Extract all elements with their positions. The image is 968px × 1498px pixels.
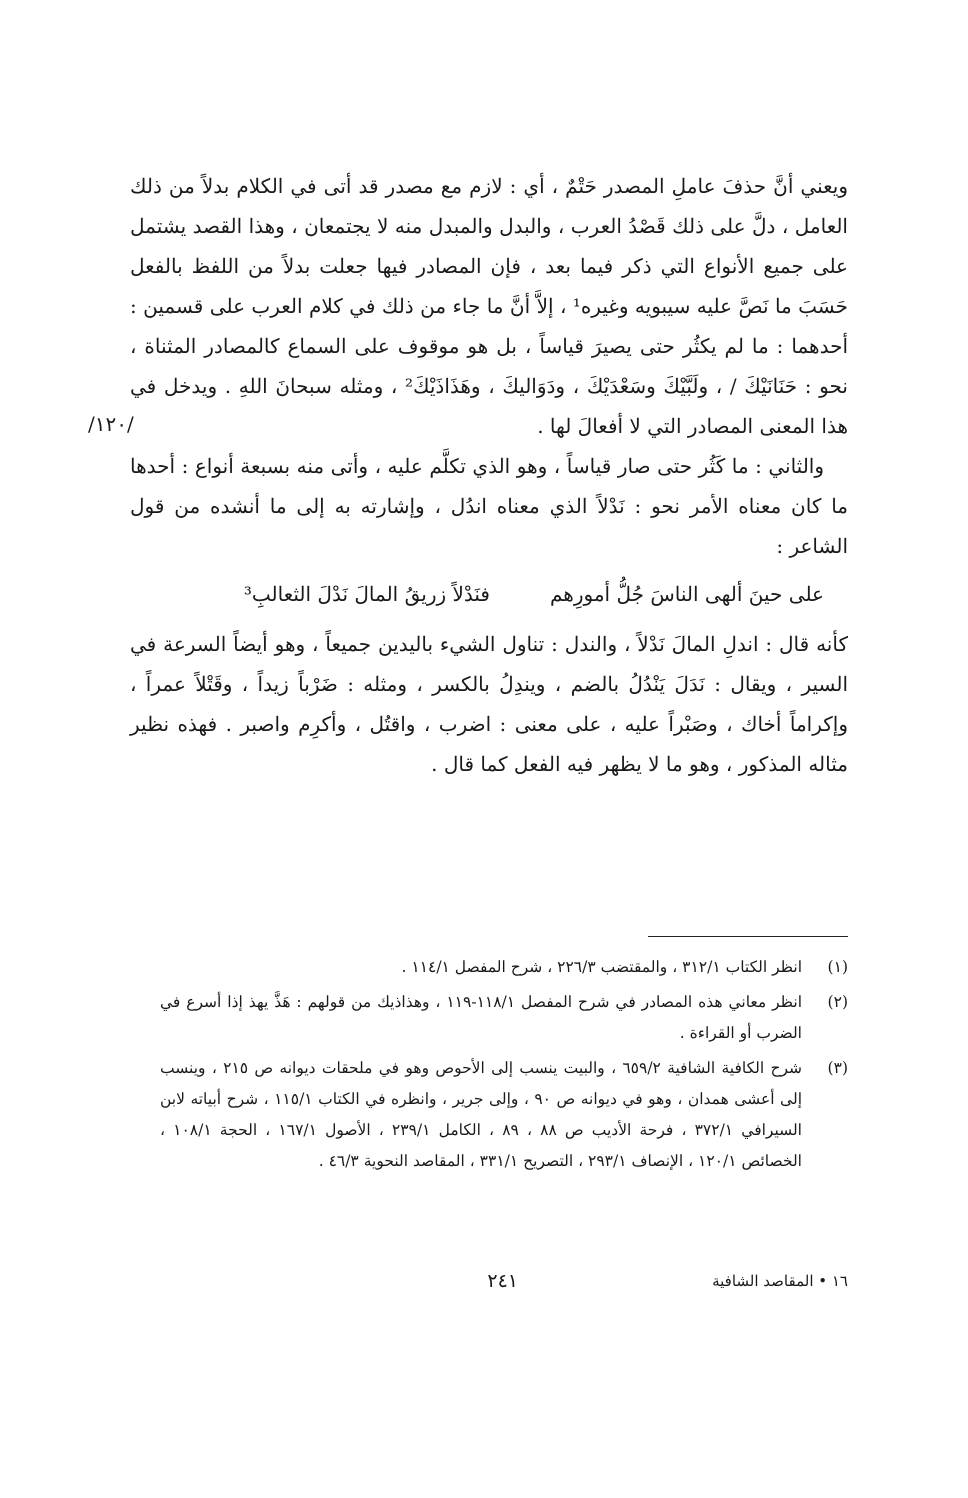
footnote-number: (٣) bbox=[827, 1059, 848, 1077]
footnote-text: انظر معاني هذه المصادر في شرح المفصل ١١٨/١-١١٩ ، وهذاذيك من قولهم : هَذَّ يهذ إذا أسرع في الضرب أو القراءة . bbox=[160, 993, 802, 1042]
verse-first-hemistich: على حينَ ألهى الناسَ جُلُّ أمورِهم bbox=[550, 582, 824, 606]
page-footer bbox=[130, 1272, 848, 1302]
footnote bbox=[160, 952, 848, 983]
footnotes bbox=[160, 952, 848, 1181]
footnote bbox=[160, 1053, 848, 1177]
paragraph-2: والثاني : ما كَثُر حتى صار قياساً ، وهو الذي تكلَّم عليه ، وأتى منه بسبعة أنواع : أحدها ما كان معناه الأمر نحو : نَدْلاً الذي معناه اندُل ، وإشارته به إلى ما أنشده من قول الشاعر : bbox=[130, 454, 848, 558]
paragraph-3: كأنه قال : اندلِ المالَ نَدْلاً ، والندل : تناول الشيء باليدين جميعاً ، وهو أيضاً السرعة في السير ، ويقال : نَدَلَ يَنْدُلُ بالضم ، ويندِلُ بالكسر ، ومثله : ضَرْباً زيداً ، وقَتْلاً عمراً ، وإكراماً أخاك ، وصَبْراً عليه ، على معنى : اضرب ، واقتُل ، وأكرِم واصبر . فهذه نظير مثاله المذكور ، وهو ما لا يظهر فيه الفعل كما قال . bbox=[130, 632, 849, 776]
footer-signature: ١٦ • المقاصد الشافية bbox=[712, 1272, 848, 1290]
margin-manuscript-reference: /١٢٠/ bbox=[88, 412, 134, 436]
footnote bbox=[160, 987, 848, 1049]
main-text bbox=[130, 166, 848, 784]
footnote-separator bbox=[648, 936, 848, 937]
poetry-verse bbox=[130, 574, 848, 614]
paragraph-1: ويعني أنَّ حذفَ عاملِ المصدر حَتْمٌ ، أي : لازم مع مصدر قد أتى في الكلام بدلاً من ذلك العامل ، دلَّ على ذلك قَصْدُ العرب ، والبدل والمبدل منه لا يجتمعان ، وهذا القصد يشتمل على جميع الأنواع التي ذكر فيما بعد ، فإن المصادر فيها جعلت بدلاً من اللفظ بالفعل حَسَبَ ما نَصَّ عليه سيبويه وغيره¹ ، إلاَّ أنَّ ما جاء من ذلك في كلام العرب على قسمين : أحدهما : ما لم يكثُر حتى يصيرَ قياساً ، بل هو موقوف على السماع كالمصادر المثناة ، نحو : حَنَانَيْكَ / ، ولَبَّيْكَ وسَعْدَيْكَ ، ودَوَاليكَ ، وهَذَاذَيْكَ² ، ومثله سبحانَ اللهِ . ويدخل في هذا المعنى المصادر التي لا أفعالَ لها . bbox=[130, 174, 848, 438]
footnote-text: انظر الكتاب ٣١٢/١ ، والمقتضب ٢٢٦/٣ ، شرح المفصل ١١٤/١ . bbox=[401, 958, 802, 976]
footnote-number: (١) bbox=[827, 958, 848, 976]
footnote-text: شرح الكافية الشافية ٦٥٩/٢ ، والبيت ينسب إلى الأحوص وهو في ملحقات ديوانه ص ٢١٥ ، وينسب إلى أعشى همدان ، وهو في ديوانه ص ٩٠ ، وإلى جرير ، وانظره في الكتاب ١١٥/١ ، شرح أبياته لابن السيرافي ٣٧٢/١ ، فرحة الأديب ص ٨٨ ، ٨٩ ، الكامل ٢٣٩/١ ، الأصول ١٦٧/١ ، الحجة ١٠٨/١ ، الخصائص ١٢٠/١ ، الإنصاف ٢٩٣/١ ، التصريح ٣٣١/١ ، المقاصد النحوية ٤٦/٣ . bbox=[160, 1059, 802, 1170]
footnote-number: (٢) bbox=[827, 993, 848, 1011]
verse-second-hemistich: فنَدْلاً زريقُ المالَ نَدْلَ الثعالبِ³ bbox=[243, 582, 490, 606]
page-number: ٢٤١ bbox=[487, 1270, 518, 1292]
